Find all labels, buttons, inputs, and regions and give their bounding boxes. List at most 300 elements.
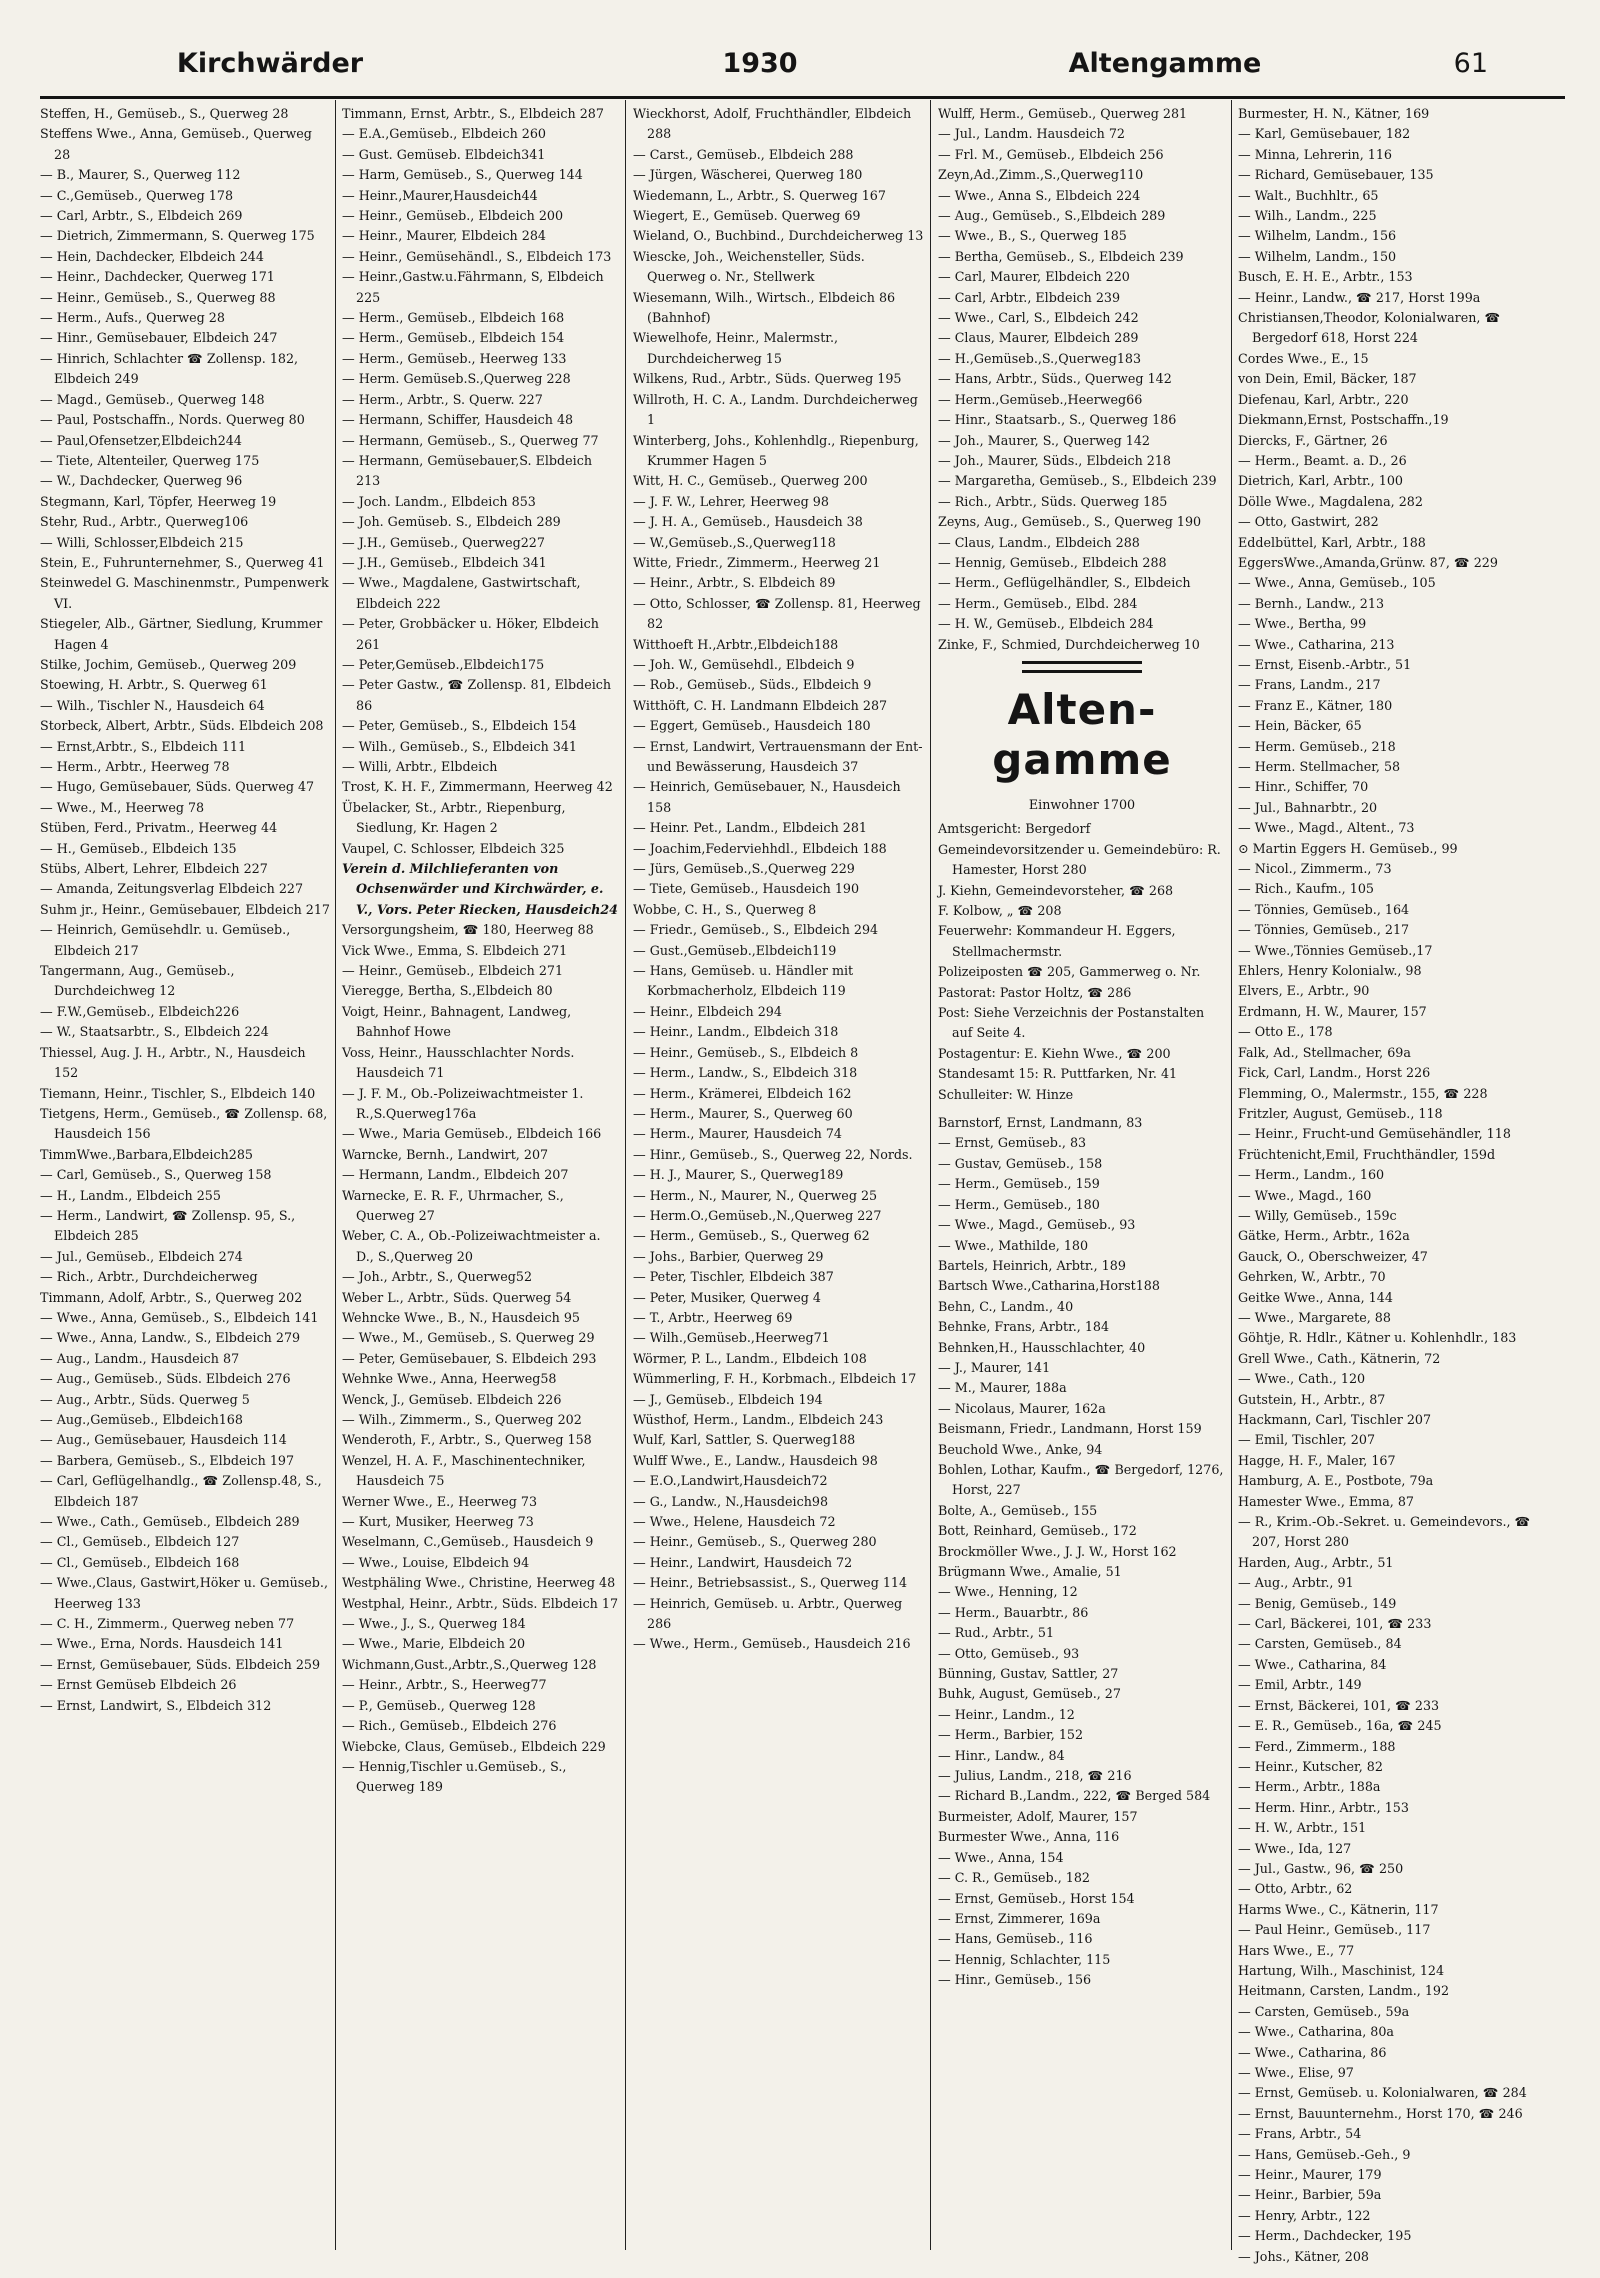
directory-entry: — Herm., Geflügelhändler, S., Elbdeich <box>938 575 1191 591</box>
directory-entry: Hartung, Wilh., Maschinist, 124 <box>1238 1962 1445 1978</box>
directory-entry: Schulleiter: W. Hinze <box>938 1086 1074 1102</box>
directory-entry: — Ernst, Gemüseb., Horst 154 <box>938 1890 1135 1906</box>
directory-entry: Bünning, Gustav, Sattler, 27 <box>938 1666 1119 1682</box>
directory-entry: — Franz E., Kätner, 180 <box>1238 697 1393 713</box>
directory-entry: — Ernst, Landwirt, Vertrauensmann der Ent- und Bewässerung, Hausdeich 37 <box>633 738 923 774</box>
directory-entry: — Heinrich, Gemüsehdlr. u. Gemüseb., Elbdeich 217 <box>40 922 291 958</box>
directory-entry: — Wwe., Ida, 127 <box>1238 1840 1352 1856</box>
directory-entry: — Hans, Arbtr., Süds., Querweg 142 <box>938 371 1172 387</box>
directory-entry: Zinke, F., Schmied, Durchdeicherweg 10 <box>938 636 1200 652</box>
page-header <box>40 44 1488 84</box>
directory-entry: — Wwe., Erna, Nords. Hausdeich 141 <box>40 1636 284 1652</box>
directory-entry: — Johs., Kätner, 208 <box>1238 2248 1369 2264</box>
directory-entry: — Joh., Maurer, S., Querweg 142 <box>938 432 1150 448</box>
directory-entry: — Willy, Gemüseb., 159c <box>1238 1207 1397 1223</box>
directory-entry: — Heinr., Frucht-und Gemüsehändler, 118 <box>1238 1126 1511 1142</box>
directory-entry: — Hans, Gemüseb.-Geh., 9 <box>1238 2146 1411 2162</box>
directory-entry: Beuchold Wwe., Anke, 94 <box>938 1441 1103 1457</box>
directory-entry: — Wwe., Anna, 154 <box>938 1849 1064 1865</box>
directory-entry: Hamburg, A. E., Postbote, 79a <box>1238 1473 1434 1489</box>
directory-entry: — R., Krim.-Ob.-Sekret. u. Gemeindevors., ☎ 207, Horst 280 <box>1238 1514 1531 1550</box>
directory-entry: — Rich., Kaufm., 105 <box>1238 881 1374 897</box>
directory-entry: Flemming, O., Malermstr., 155, ☎ 228 <box>1238 1085 1488 1101</box>
directory-entry: — Hans, Gemüseb., 116 <box>938 1931 1093 1947</box>
directory-entry: Stilke, Jochim, Gemüseb., Querweg 209 <box>40 656 297 672</box>
directory-entry: Wenzel, H. A. F., Maschinentechniker, Hausdeich 75 <box>342 1452 586 1489</box>
directory-entry: — Rich., Arbtr., Süds. Querweg 185 <box>938 493 1168 509</box>
directory-entry: — Herm., Barbier, 152 <box>938 1727 1084 1743</box>
directory-entry: Wiesemann, Wilh., Wirtsch., Elbdeich 86 (Bahnhof) <box>633 289 896 326</box>
directory-entry: — Wwe., Cath., 120 <box>1238 1371 1366 1387</box>
directory-entry: — Hermann, Landm., Elbdeich 207 <box>342 1167 569 1183</box>
directory-entry: — Herm., Landm., 160 <box>1238 1167 1385 1183</box>
directory-entry: Stein, E., Fuhrunternehmer, S., Querweg 41 <box>40 554 325 570</box>
directory-entry: Bartsch Wwe.,Catharina,Horst188 <box>938 1278 1160 1294</box>
directory-column-5 <box>1238 104 1560 2264</box>
directory-entry: — Willi, Schlosser,Elbdeich 215 <box>40 534 244 550</box>
directory-entry: Steffens Wwe., Anna, Gemüseb., Querweg 28 <box>40 126 312 162</box>
directory-entry: — Carl, Bäckerei, 101, ☎ 233 <box>1238 1616 1432 1632</box>
directory-entry: — J. F. W., Lehrer, Heerweg 98 <box>633 493 829 509</box>
directory-entry: — E. R., Gemüseb., 16a, ☎ 245 <box>1238 1718 1442 1734</box>
directory-entry: — F.W.,Gemüseb., Elbdeich226 <box>40 1003 240 1019</box>
section-divider <box>1022 661 1142 664</box>
directory-entry: — Aug., Arbtr., 91 <box>1238 1575 1354 1591</box>
directory-entry: — Joch. Landm., Elbdeich 853 <box>342 493 536 509</box>
directory-entry: Vaupel, C. Schlosser, Elbdeich 325 <box>342 840 565 856</box>
directory-entry: Stehr, Rud., Arbtr., Querweg106 <box>40 514 249 530</box>
directory-entry: — Wwe., Elise, 97 <box>1238 2065 1354 2080</box>
directory-entry: Storbeck, Albert, Arbtr., Süds. Elbdeich 208 <box>40 718 324 734</box>
directory-entry: Diekmann,Ernst, Postschaffn.,19 <box>1238 412 1449 428</box>
directory-entry: — Jürgen, Wäscherei, Querweg 180 <box>633 167 863 183</box>
directory-entry: — Heinr., Gemüseb., Elbdeich 200 <box>342 208 564 224</box>
directory-column-1 <box>40 104 330 2254</box>
directory-entry: — Richard, Gemüsebauer, 135 <box>1238 167 1434 183</box>
directory-entry: — J. F. M., Ob.-Polizeiwachtmeister 1. R.,S.Querweg176a <box>342 1085 584 1121</box>
header-left-title: Kirchwärder <box>176 48 364 79</box>
directory-entry: — Hermann, Schiffer, Hausdeich 48 <box>342 412 574 428</box>
directory-entry: — W., Dachdecker, Querweg 96 <box>40 473 243 489</box>
directory-entry: — Hein, Dachdecker, Elbdeich 244 <box>40 248 264 264</box>
directory-entry: Wehnke Wwe., Anna, Heerweg58 <box>342 1371 557 1387</box>
directory-entry: Witthöft, C. H. Landmann Elbdeich 287 <box>633 697 888 713</box>
directory-entry: — Wilh., Tischler N., Hausdeich 64 <box>40 697 265 713</box>
directory-entry: — Peter, Tischler, Elbdeich 387 <box>633 1269 834 1285</box>
directory-entry: — Wwe., Magdalene, Gastwirtschaft, Elbdeich 222 <box>342 575 581 611</box>
directory-entry: — Wwe., M., Heerweg 78 <box>40 799 205 815</box>
directory-entry: — Karl, Gemüsebauer, 182 <box>1238 126 1411 142</box>
directory-entry: Diercks, F., Gärtner, 26 <box>1238 432 1388 448</box>
directory-entry: — Ernst,Arbtr., S., Elbdeich 111 <box>40 738 247 754</box>
directory-entry: — G., Landw., N.,Hausdeich98 <box>633 1493 829 1509</box>
directory-entry: — Frl. M., Gemüseb., Elbdeich 256 <box>938 146 1164 162</box>
directory-entry: Wiewelhofe, Heinr., Malermstr., Durchdeicherweg 15 <box>633 330 839 366</box>
directory-entry: Tietgens, Herm., Gemüseb., ☎ Zollensp. 68, Hausdeich 156 <box>40 1105 328 1142</box>
directory-entry: Bohlen, Lothar, Kaufm., ☎ Bergedorf, 1276, Horst, 227 <box>938 1461 1224 1498</box>
directory-entry: — Herm., Maurer, Hausdeich 74 <box>633 1126 842 1142</box>
directory-entry: — Hermann, Gemüsebauer,S. Elbdeich 213 <box>342 452 593 489</box>
directory-entry: Fick, Carl, Landm., Horst 226 <box>1238 1065 1431 1081</box>
directory-entry: — Tiete, Gemüseb., Hausdeich 190 <box>633 881 860 897</box>
directory-entry: Dietrich, Karl, Arbtr., 100 <box>1238 473 1403 489</box>
directory-entry: — Heinr.,Gastw.u.Fährmann, S, Elbdeich 225 <box>342 269 604 305</box>
directory-entry: Hackmann, Carl, Tischler 207 <box>1238 1412 1432 1427</box>
directory-entry: — Magd., Gemüseb., Querweg 148 <box>40 391 265 407</box>
directory-entry: Warncke, Bernh., Landwirt, 207 <box>342 1146 549 1162</box>
directory-entry: — Carsten, Gemüseb., 59a <box>1238 2003 1410 2019</box>
directory-entry: — Herm., Landwirt, ☎ Zollensp. 95, S., Elbdeich 285 <box>40 1207 296 1244</box>
directory-entry: Wulff Wwe., E., Landw., Hausdeich 98 <box>633 1452 878 1468</box>
directory-entry: — E.A.,Gemüseb., Elbdeich 260 <box>342 126 546 142</box>
directory-entry: — J., Maurer, 141 <box>938 1359 1051 1375</box>
column-divider <box>335 100 336 2250</box>
directory-entry: — Wilhelm, Landm., 156 <box>1238 228 1397 244</box>
directory-entry: Heitmann, Carsten, Landm., 192 <box>1238 1983 1450 1999</box>
directory-entry: — Kurt, Musiker, Heerweg 73 <box>342 1514 534 1530</box>
directory-entry: — Herm., Gemüseb., S., Querweg 62 <box>633 1228 870 1244</box>
directory-entry: — Carl, Geflügelhandlg., ☎ Zollensp.48, S., Elbdeich 187 <box>40 1473 322 1509</box>
directory-entry: — Hennig, Gemüseb., Elbdeich 288 <box>938 554 1167 570</box>
directory-entry: Witte, Friedr., Zimmerm., Heerweg 21 <box>633 554 881 570</box>
directory-entry: — J. H. A., Gemüseb., Hausdeich 38 <box>633 514 863 530</box>
directory-entry: — Gustav, Gemüseb., 158 <box>938 1155 1103 1171</box>
section-title: Alten-gamme <box>992 684 1172 784</box>
directory-entry: Stiegeler, Alb., Gärtner, Siedlung, Krummer Hagen 4 <box>40 616 323 652</box>
column-divider <box>930 100 931 2250</box>
directory-entry: Stegmann, Karl, Töpfer, Heerweg 19 <box>40 493 277 509</box>
directory-entry: Voss, Heinr., Hausschlachter Nords. Hausdeich 71 <box>342 1044 575 1081</box>
directory-entry: — Bertha, Gemüseb., S., Elbdeich 239 <box>938 248 1184 264</box>
directory-entry: — C. H., Zimmerm., Querweg neben 77 <box>40 1616 295 1632</box>
column-divider <box>625 100 626 2250</box>
directory-entry: — Claus, Maurer, Elbdeich 289 <box>938 330 1139 346</box>
directory-entry: — Jul., Gastw., 96, ☎ 250 <box>1238 1860 1404 1876</box>
directory-entry: — Willi, Arbtr., Elbdeich <box>342 759 498 774</box>
directory-entry: — Ernst, Gemüsebauer, Süds. Elbdeich 259 <box>40 1656 321 1672</box>
directory-entry: — Harm, Gemüseb., S., Querweg 144 <box>342 167 583 183</box>
directory-entry: Hars Wwe., E., 77 <box>1238 1942 1355 1958</box>
directory-entry: Tiemann, Heinr., Tischler, S., Elbdeich 140 <box>40 1085 316 1101</box>
directory-entry: — Wilh., Gemüseb., S., Elbdeich 341 <box>342 738 578 754</box>
directory-entry: — Minna, Lehrerin, 116 <box>1238 146 1392 162</box>
directory-entry: — Bernh., Landw., 213 <box>1238 595 1385 611</box>
directory-entry: — Wwe., Anna, Gemüseb., 105 <box>1238 575 1436 591</box>
directory-entry: Wieckhorst, Adolf, Fruchthändler, Elbdeich 288 <box>633 106 912 142</box>
directory-entry: Witthoeft H.,Arbtr.,Elbdeich188 <box>633 636 839 652</box>
directory-entry: — Carl, Arbtr., Elbdeich 239 <box>938 289 1121 305</box>
directory-entry: Behn, C., Landm., 40 <box>938 1298 1074 1314</box>
directory-entry: Versorgungsheim, ☎ 180, Heerweg 88 <box>342 922 594 938</box>
directory-entry: Pastorat: Pastor Holtz, ☎ 286 <box>938 984 1132 1000</box>
directory-entry: — Wwe., Catharina, 213 <box>1238 636 1395 652</box>
directory-entry: — Barbera, Gemüseb., S., Elbdeich 197 <box>40 1452 295 1468</box>
directory-entry: Grell Wwe., Cath., Kätnerin, 72 <box>1238 1350 1441 1366</box>
directory-entry: Burmester Wwe., Anna, 116 <box>938 1829 1120 1845</box>
directory-entry: — Hermann, Gemüseb., S., Querweg 77 <box>342 432 599 448</box>
directory-entry: — Hein, Bäcker, 65 <box>1238 718 1362 734</box>
directory-entry: — Wwe., Mathilde, 180 <box>938 1237 1089 1253</box>
directory-entry: — Heinr., Landm., 12 <box>938 1706 1075 1722</box>
directory-entry: — Wwe., Catharina, 86 <box>1238 2044 1387 2060</box>
directory-entry: — Hinr., Gemüseb., 156 <box>938 1972 1092 1988</box>
directory-entry: — Heinr., Maurer, 179 <box>1238 2167 1382 2183</box>
directory-entry: — Hinr., Staatsarb., S., Querweg 186 <box>938 412 1177 428</box>
directory-entry: Wulff, Herm., Gemüseb., Querweg 281 <box>938 106 1188 121</box>
directory-entry: Hagge, H. F., Maler, 167 <box>1238 1452 1396 1468</box>
directory-entry: Gemeindevorsitzender u. Gemeindebüro: R. Hamester, Horst 280 <box>938 841 1221 878</box>
directory-entry: Wobbe, C. H., S., Querweg 8 <box>633 901 817 917</box>
directory-entry: — Heinr., Landwirt, Hausdeich 72 <box>633 1554 853 1570</box>
directory-entry: — H. W., Arbtr., 151 <box>1238 1820 1367 1836</box>
directory-entry: F. Kolbow, „ ☎ 208 <box>938 903 1062 918</box>
directory-entry: — Hinr., Gemüseb., S., Querweg 22, Nords. <box>633 1146 913 1162</box>
directory-entry: — Herm., Arbtr., 188a <box>1238 1779 1381 1795</box>
directory-entry: Elvers, E., Arbtr., 90 <box>1238 983 1370 999</box>
directory-entry: — Herm., N., Maurer, N., Querweg 25 <box>633 1187 878 1203</box>
directory-column-3 <box>633 104 925 2254</box>
directory-entry: Warnecke, E. R. F., Uhrmacher, S., Querweg 27 <box>342 1187 564 1223</box>
directory-entry: — H. J., Maurer, S., Querweg189 <box>633 1167 844 1183</box>
header-rule <box>40 96 1565 99</box>
directory-entry: — Otto, Schlosser, ☎ Zollensp. 81, Heerweg 82 <box>633 595 921 632</box>
directory-entry: — Heinr., Maurer, Elbdeich 284 <box>342 228 546 244</box>
spacer <box>938 1105 1226 1113</box>
directory-entry: — Margaretha, Gemüseb., S., Elbdeich 239 <box>938 473 1217 489</box>
directory-entry: Falk, Ad., Stellmacher, 69a <box>1238 1044 1411 1060</box>
directory-entry: — Carl, Gemüseb., S., Querweg 158 <box>40 1167 272 1183</box>
directory-entry: — Emil, Tischler, 207 <box>1238 1432 1376 1448</box>
directory-entry: Wiebcke, Claus, Gemüseb., Elbdeich 229 <box>342 1738 606 1754</box>
directory-entry: — Aug., Gemüsebauer, Hausdeich 114 <box>40 1432 287 1448</box>
directory-entry: — Jürs, Gemüseb.,S.,Querweg 229 <box>633 861 855 877</box>
directory-entry: — Aug., Landm., Hausdeich 87 <box>40 1350 240 1366</box>
directory-entry: Bartels, Heinrich, Arbtr., 189 <box>938 1257 1126 1273</box>
directory-entry: Wichmann,Gust.,Arbtr.,S.,Querweg 128 <box>342 1656 597 1672</box>
directory-entry: — Joh. W., Gemüsehdl., Elbdeich 9 <box>633 656 855 672</box>
directory-entry: — Ernst, Eisenb.-Arbtr., 51 <box>1238 656 1412 672</box>
directory-entry: — Hugo, Gemüsebauer, Süds. Querweg 47 <box>40 779 315 795</box>
directory-entry: — Gust.,Gemüseb.,Elbdeich119 <box>633 942 837 958</box>
directory-entry: — Rich., Gemüseb., Elbdeich 276 <box>342 1718 557 1734</box>
directory-entry: — Wilh.,Gemüseb.,Heerweg71 <box>633 1330 830 1346</box>
directory-entry: — Emil, Arbtr., 149 <box>1238 1677 1362 1693</box>
directory-entry: TimmWwe.,Barbara,Elbdeich285 <box>40 1146 253 1162</box>
directory-entry: — Herm., Aufs., Querweg 28 <box>40 310 225 326</box>
directory-entry: — Nicolaus, Maurer, 162a <box>938 1400 1106 1416</box>
directory-entry: — Herm., Gemüseb., 180 <box>938 1196 1100 1212</box>
directory-entry: Tangermann, Aug., Gemüseb., Durchdeichweg 12 <box>40 963 235 999</box>
directory-entry: — Carsten, Gemüseb., 84 <box>1238 1636 1402 1652</box>
column-divider <box>1231 100 1232 2250</box>
directory-entry: — Peter, Musiker, Querweg 4 <box>633 1289 821 1305</box>
directory-entry: Wilkens, Rud., Arbtr., Süds. Querweg 195 <box>633 371 902 387</box>
directory-entry: Feuerwehr: Kommandeur H. Eggers, Stellmachermstr. <box>938 923 1176 959</box>
directory-entry: — Herm., Maurer, S., Querweg 60 <box>633 1105 853 1121</box>
directory-entry: — Wwe., J., S., Querweg 184 <box>342 1616 526 1632</box>
directory-entry: — Heinr., Gemüsehändl., S., Elbdeich 173 <box>342 248 612 264</box>
directory-entry: — Otto, Gemüseb., 93 <box>938 1645 1080 1661</box>
section-divider <box>1022 670 1142 673</box>
directory-entry: — Wwe., Bertha, 99 <box>1238 616 1367 632</box>
directory-entry: Geitke Wwe., Anna, 144 <box>1238 1289 1393 1305</box>
directory-entry: Barnstorf, Ernst, Landmann, 83 <box>938 1115 1143 1131</box>
directory-entry: — Dietrich, Zimmermann, S. Querweg 175 <box>40 228 315 244</box>
directory-entry: — Wwe., Anna S., Elbdeich 224 <box>938 187 1141 203</box>
directory-entry: — Herm., Gemüseb., Elbd. 284 <box>938 595 1138 611</box>
directory-entry: — Frans, Landm., 217 <box>1238 677 1381 693</box>
directory-entry: Zeyns, Aug., Gemüseb., S., Querweg 190 <box>938 514 1202 530</box>
directory-entry: Stüben, Ferd., Privatm., Heerweg 44 <box>40 820 278 836</box>
directory-entry: — W., Staatsarbtr., S., Elbdeich 224 <box>40 1024 269 1040</box>
directory-entry: — Nicol., Zimmerm., 73 <box>1238 861 1392 877</box>
directory-entry: — W.,Gemüseb.,S.,Querweg118 <box>633 534 836 550</box>
directory-entry: — Rich., Arbtr., Durchdeicherweg <box>40 1269 258 1285</box>
directory-entry: — Julius, Landm., 218, ☎ 216 <box>938 1768 1132 1784</box>
directory-entry: — Herm.,Gemüseb.,Heerweg66 <box>938 391 1143 407</box>
directory-entry: — Jul., Landm. Hausdeich 72 <box>938 126 1125 142</box>
directory-entry: — Wwe., Catharina, 80a <box>1238 2024 1394 2040</box>
directory-entry: Weber, C. A., Ob.-Polizeiwachtmeister a. D., S.,Querweg 20 <box>342 1228 601 1264</box>
directory-entry: Harden, Aug., Arbtr., 51 <box>1238 1554 1394 1570</box>
directory-entry: — Tönnies, Gemüseb., 217 <box>1238 922 1410 938</box>
directory-entry: Timmann, Adolf, Arbtr., S., Querweg 202 <box>40 1289 303 1305</box>
directory-entry: Suhm jr., Heinr., Gemüsebauer, Elbdeich 217 <box>40 901 330 917</box>
directory-entry: — Hinr., Landw., 84 <box>938 1747 1065 1763</box>
directory-entry: — Herm., Dachdecker, 195 <box>1238 2228 1412 2244</box>
directory-entry: — Heinr., Barbier, 59a <box>1238 2187 1382 2203</box>
directory-entry: — Wwe.,Tönnies Gemüseb.,17 <box>1238 942 1433 958</box>
directory-entry: — Herm., Krämerei, Elbdeich 162 <box>633 1085 852 1101</box>
directory-entry: Stoewing, H. Arbtr., S. Querweg 61 <box>40 677 268 693</box>
directory-entry: — Aug., Arbtr., Süds. Querweg 5 <box>40 1391 250 1407</box>
directory-entry: — Ernst, Bauunternehm., Horst 170, ☎ 246 <box>1238 2105 1523 2121</box>
directory-entry: Ehlers, Henry Kolonialw., 98 <box>1238 963 1422 979</box>
directory-entry: Bott, Reinhard, Gemüseb., 172 <box>938 1523 1137 1539</box>
directory-entry: Cordes Wwe., E., 15 <box>1238 350 1369 366</box>
directory-entry: — H., Landm., Elbdeich 255 <box>40 1187 221 1203</box>
directory-entry: Wenck, J., Gemüseb. Elbdeich 226 <box>342 1391 562 1407</box>
directory-entry: — Tiete, Altenteiler, Querweg 175 <box>40 452 260 468</box>
directory-entry: — Wwe., Maria Gemüseb., Elbdeich 166 <box>342 1126 602 1142</box>
directory-entry: — Herm., Gemüseb., Elbdeich 154 <box>342 330 565 346</box>
directory-entry: — Jul., Bahnarbtr., 20 <box>1238 799 1378 815</box>
directory-entry: — Joh. Gemüseb. S., Elbdeich 289 <box>342 514 561 530</box>
directory-entry: — Hennig, Schlachter, 115 <box>938 1951 1111 1967</box>
directory-entry: — Carl, Arbtr., S., Elbdeich 269 <box>40 208 243 224</box>
directory-entry: — Walt., Buchhltr., 65 <box>1238 187 1379 203</box>
directory-entry: — Wwe., Magd., 160 <box>1238 1187 1372 1203</box>
directory-entry: Amtsgericht: Bergedorf <box>938 821 1091 837</box>
directory-entry: Timmann, Ernst, Arbtr., S., Elbdeich 287 <box>342 106 604 121</box>
directory-entry: — P., Gemüseb., Querweg 128 <box>342 1697 536 1713</box>
directory-entry: — J.H., Gemüseb., Querweg227 <box>342 534 545 550</box>
directory-entry: — Wwe., Cath., Gemüseb., Elbdeich 289 <box>40 1514 300 1530</box>
directory-entry: — B., Maurer, S., Querweg 112 <box>40 167 241 183</box>
directory-entry: Vick Wwe., Emma, S. Elbdeich 271 <box>342 942 568 958</box>
directory-entry: — C.,Gemüseb., Querweg 178 <box>40 187 234 203</box>
directory-entry: — Wwe.,Claus, Gastwirt,Höker u. Gemüseb., Heerweg 133 <box>40 1575 328 1611</box>
directory-entry: — Otto E., 178 <box>1238 1024 1333 1040</box>
directory-entry: — Heinr., Betriebsassist., S., Querweg 114 <box>633 1575 908 1591</box>
directory-entry: — Ernst, Landwirt, S., Elbdeich 312 <box>40 1697 272 1713</box>
directory-entry: Stübs, Albert, Lehrer, Elbdeich 227 <box>40 861 268 877</box>
directory-entry: — Aug., Gemüseb., Süds. Elbdeich 276 <box>40 1371 291 1387</box>
directory-entry: — Heinrich, Gemüseb. u. Arbtr., Querweg 286 <box>633 1595 903 1632</box>
directory-entry: — Herm., Arbtr., S. Querw. 227 <box>342 391 543 407</box>
directory-entry: — Hans, Gemüseb. u. Händler mit Korbmacherholz, Elbdeich 119 <box>633 963 854 999</box>
directory-entry: Beismann, Friedr., Landmann, Horst 159 <box>938 1421 1202 1437</box>
directory-entry: — Wwe., Magd., Altent., 73 <box>1238 820 1415 836</box>
directory-entry: — Heinr., Gemüseb., Elbdeich 271 <box>342 963 564 979</box>
directory-entry: Steffen, H., Gemüseb., S., Querweg 28 <box>40 106 289 121</box>
directory-entry: Trost, K. H. F., Zimmermann, Heerweg 42 <box>342 779 613 795</box>
directory-entry: — Ernst, Gemüseb., 83 <box>938 1135 1087 1151</box>
directory-entry: — Wilh., Landm., 225 <box>1238 208 1377 224</box>
directory-entry: — Otto, Gastwirt, 282 <box>1238 514 1379 530</box>
directory-entry: Gauck, O., Oberschweizer, 47 <box>1238 1248 1428 1264</box>
directory-entry: — Herm., Beamt. a. D., 26 <box>1238 452 1407 468</box>
directory-entry: — Herm., Gemüseb., Heerweg 133 <box>342 350 567 366</box>
directory-entry: — Otto, Arbtr., 62 <box>1238 1881 1353 1897</box>
directory-entry: — Tönnies, Gemüseb., 164 <box>1238 901 1410 917</box>
directory-entry: Wehncke Wwe., B., N., Hausdeich 95 <box>342 1309 580 1325</box>
directory-entry: — Frans, Arbtr., 54 <box>1238 2126 1362 2142</box>
directory-entry: — Rud., Arbtr., 51 <box>938 1625 1055 1641</box>
directory-entry: — Wwe., Magd., Gemüseb., 93 <box>938 1217 1136 1233</box>
directory-entry: Wüsthof, Herm., Landm., Elbdeich 243 <box>633 1412 884 1427</box>
directory-entry: — Cl., Gemüseb., Elbdeich 127 <box>40 1534 240 1550</box>
directory-entry: — Wilhelm, Landm., 150 <box>1238 248 1397 264</box>
directory-entry: Werner Wwe., E., Heerweg 73 <box>342 1493 538 1509</box>
population-note: Einwohner 1700 <box>1028 796 1136 812</box>
directory-entry: Zeyn,Ad.,Zimm.,S.,Querweg110 <box>938 167 1144 183</box>
directory-entry: — Aug., Gemüseb., S.,Elbdeich 289 <box>938 208 1166 224</box>
directory-entry: — H., Gemüseb., Elbdeich 135 <box>40 840 237 856</box>
directory-entry: Dölle Wwe., Magdalena, 282 <box>1238 493 1423 509</box>
directory-entry: — Heinr., Gemüseb., S., Querweg 88 <box>40 289 276 305</box>
directory-entry: Früchtenicht,Emil, Fruchthändler, 159d <box>1238 1146 1496 1162</box>
directory-entry: Polizeiposten ☎ 205, Gammerweg o. Nr. <box>938 964 1201 980</box>
directory-entry: — H.,Gemüseb.,S.,Querweg183 <box>938 350 1142 366</box>
directory-entry: Weber L., Arbtr., Süds. Querweg 54 <box>342 1289 572 1305</box>
directory-entry: — Wwe., Louise, Elbdeich 94 <box>342 1554 530 1570</box>
directory-entry: — Joh., Arbtr., S., Querweg52 <box>342 1269 533 1285</box>
header-right-title: Altengamme <box>1068 48 1262 79</box>
directory-entry: — Wwe., Margarete, 88 <box>1238 1309 1391 1325</box>
directory-entry: — Herm. Gemüseb., 218 <box>1238 738 1396 754</box>
directory-entry: — Hinr., Gemüsebauer, Elbdeich 247 <box>40 330 278 346</box>
directory-entry: Westphäling Wwe., Christine, Heerweg 48 <box>342 1575 616 1591</box>
directory-entry: Wiedemann, L., Arbtr., S. Querweg 167 <box>633 187 886 203</box>
directory-entry: Gehrken, W., Arbtr., 70 <box>1238 1269 1386 1285</box>
directory-entry: — J.H., Gemüseb., Elbdeich 341 <box>342 554 547 570</box>
directory-entry: — Paul,Ofensetzer,Elbdeich244 <box>40 432 242 448</box>
directory-entry: — Carl, Maurer, Elbdeich 220 <box>938 269 1130 285</box>
directory-entry: — Hennig,Tischler u.Gemüseb., S., Querweg 189 <box>342 1758 567 1795</box>
directory-entry: Wiegert, E., Gemüseb. Querweg 69 <box>633 208 861 224</box>
directory-entry: Eddelbüttel, Karl, Arbtr., 188 <box>1238 534 1426 550</box>
directory-entry: — Wwe., Herm., Gemüseb., Hausdeich 216 <box>633 1636 911 1652</box>
directory-entry: — Peter, Gemüsebauer, S. Elbdeich 293 <box>342 1350 597 1366</box>
directory-entry: Buhk, August, Gemüseb., 27 <box>938 1686 1121 1702</box>
directory-entry: Verein d. Milchlieferanten von Ochsenwärder und Kirchwärder, e. V., Vors. Peter Riecken, Hausdeich24 <box>342 861 619 917</box>
directory-entry: Busch, E. H. E., Arbtr., 153 <box>1238 269 1413 285</box>
directory-entry: Wulf, Karl, Sattler, S. Querweg188 <box>633 1432 856 1448</box>
directory-entry: Burmester, H. N., Kätner, 169 <box>1238 106 1430 121</box>
directory-entry: — C. R., Gemüseb., 182 <box>938 1870 1090 1886</box>
directory-entry: — Cl., Gemüseb., Elbdeich 168 <box>40 1554 240 1570</box>
